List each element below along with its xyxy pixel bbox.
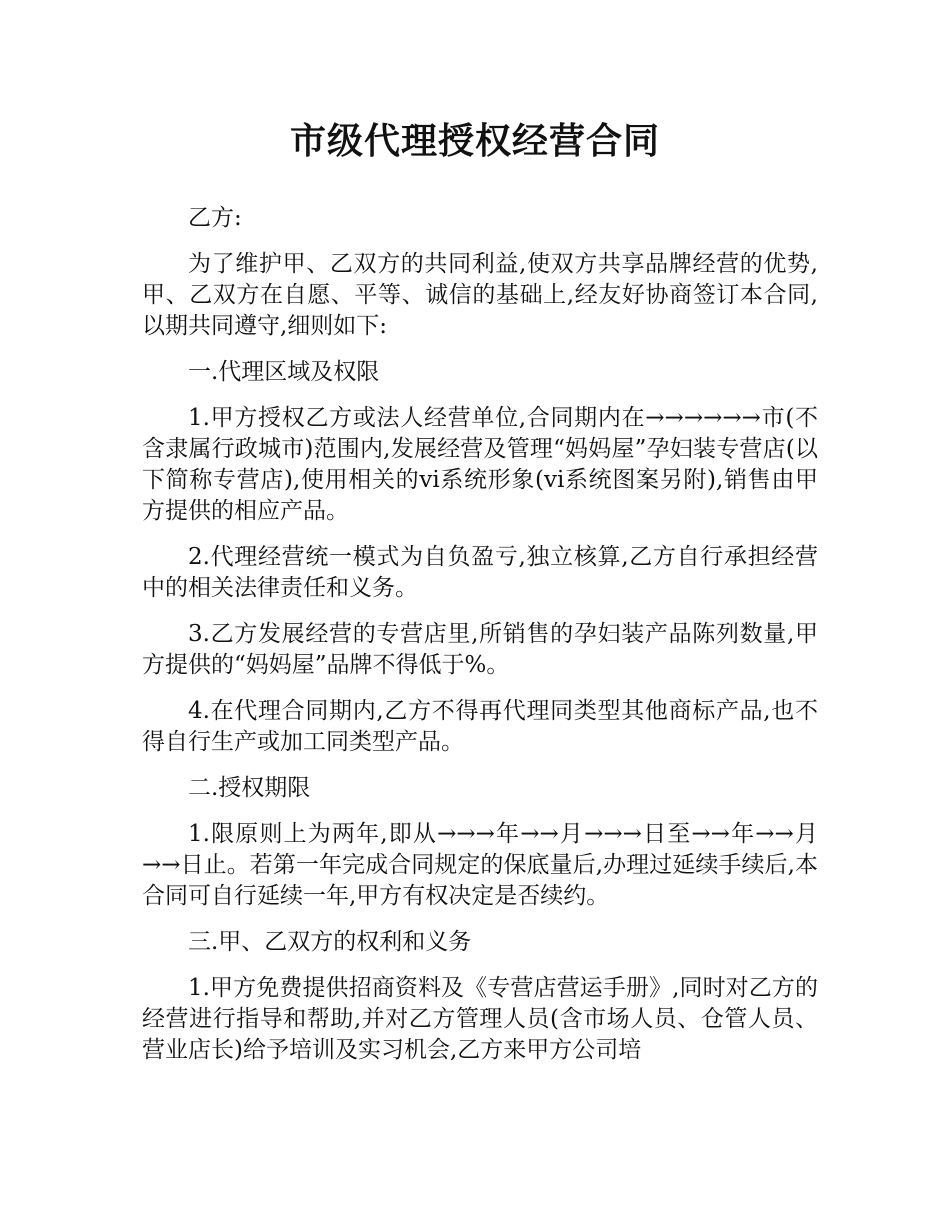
clause-1-3: 3.乙方发展经营的专营店里,所销售的孕妇装产品陈列数量,甲方提供的“妈妈屋”品牌不得低于%。 [142, 621, 818, 678]
section-heading-territory: 一.代理区域及权限 [188, 359, 380, 385]
clause-1-2: 2.代理经营统一模式为自负盈亏,独立核算,乙方自行承担经营中的相关法律责任和义务。 [142, 544, 818, 601]
clause-3-1: 1.甲方免费提供招商资料及《专营店营运手册》,同时对乙方的经营进行指导和帮助,并对乙方管理人员(含市场人员、仓管人员、营业店长)给予培训及实习机会,乙方来甲方公司培 [142, 975, 818, 1063]
document-body [142, 203, 818, 1081]
clause-1-4: 4.在代理合同期内,乙方不得再代理同类型其他商标产品,也不得自行生产或加工同类型产品。 [142, 698, 818, 755]
clause-2-1: 1.限原则上为两年,即从→→→年→→月→→→日至→→年→→月→→日止。若第一年完成合同规定的保底量后,办理过延续手续后,本合同可自行延续一年,甲方有权决定是否续约。 [142, 821, 818, 909]
party-b-line: 乙方: [188, 205, 242, 231]
clause-1-1: 1.甲方授权乙方或法人经营单位,合同期内在→→→→→→市(不含隶属行政城市)范围内,发展经营及管理“妈妈屋”孕妇装专营店(以下简称专营店),使用相关的vi系统形象(vi系统图案另附),销售由甲方提供的相应产品。 [142, 405, 818, 524]
section-heading-term: 二.授权期限 [188, 775, 311, 801]
section-heading-rights: 三.甲、乙双方的权利和义务 [188, 929, 472, 955]
preamble-paragraph: 为了维护甲、乙双方的共同利益,使双方共享品牌经营的优势,甲、乙双方在自愿、平等、诚信的基础上,经友好协商签订本合同,以期共同遵守,细则如下: [142, 251, 818, 339]
document-title: 市级代理授权经营合同 [289, 121, 660, 162]
